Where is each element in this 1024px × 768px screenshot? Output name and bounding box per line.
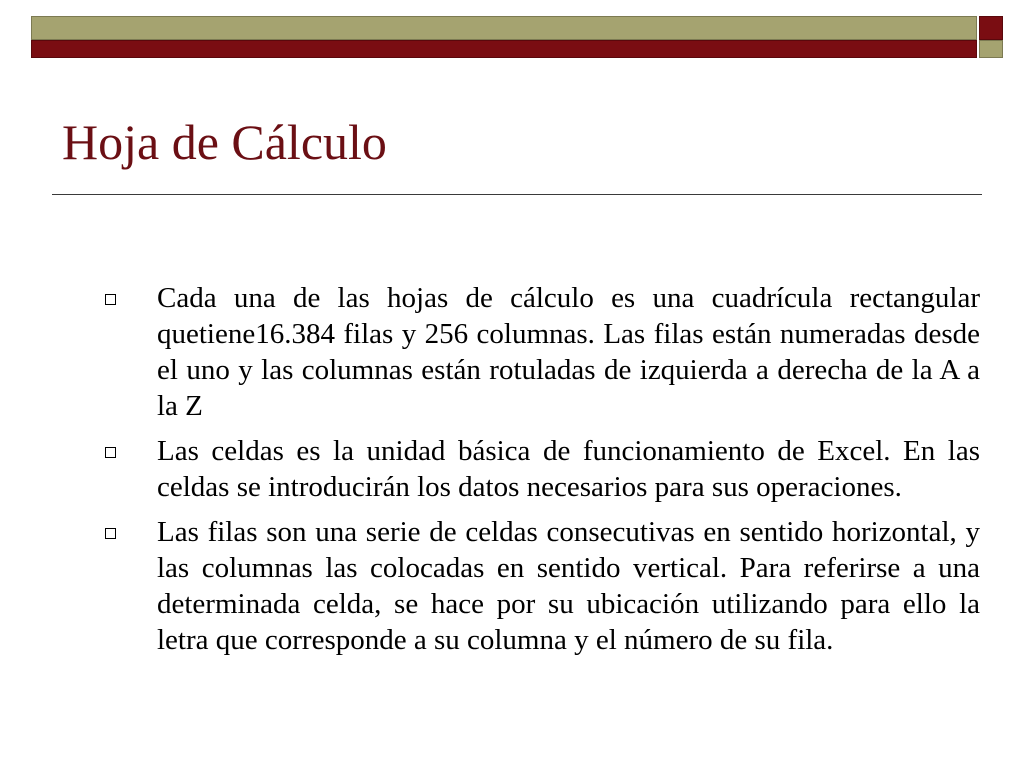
bullet-text: Las celdas es la unidad básica de funcionamiento de Excel. En las celdas se introducirán los datos necesarios para sus operaciones. (157, 435, 980, 503)
hollow-square-icon (105, 294, 116, 305)
header-corner-olive-square (979, 40, 1003, 58)
bullet-text: Cada una de las hojas de cálculo es una cuadrícula rectangular quetiene16.384 filas y 256 columnas. Las filas están numeradas desde el uno y las columnas están rotuladas de izquierda a derecha de la A a la Z (157, 282, 980, 422)
bullet-item (105, 280, 980, 424)
slide-title: Hoja de Cálculo (62, 114, 387, 170)
bullet-item (105, 433, 980, 505)
bullet-text: Las filas son una serie de celdas consecutivas en sentido horizontal, y las columnas las colocadas en sentido vertical. Para referirse a una determinada celda, se hace por su ubicación utilizando para ello la letra que corresponde a su columna y el número de su fila. (157, 516, 980, 656)
bullet-list (105, 280, 980, 667)
hollow-square-icon (105, 528, 116, 539)
hollow-square-icon (105, 447, 116, 458)
bullet-item (105, 514, 980, 658)
header-band-red (31, 40, 977, 58)
title-divider (52, 194, 982, 195)
header-band-olive (31, 16, 977, 40)
header-corner-red-square (979, 16, 1003, 40)
